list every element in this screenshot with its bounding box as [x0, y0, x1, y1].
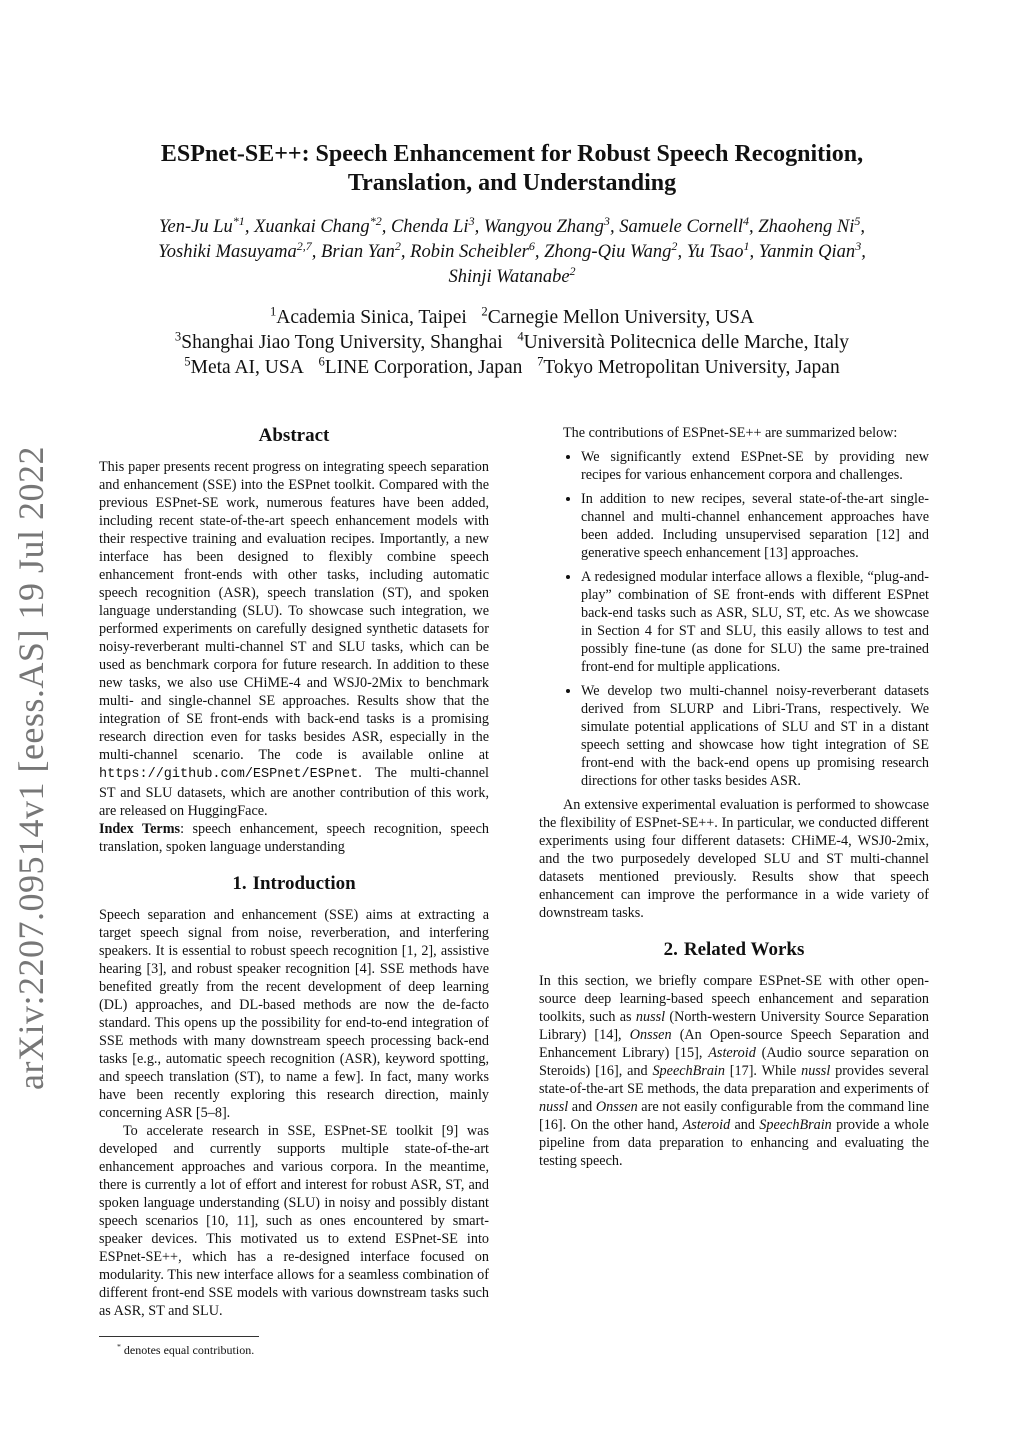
affiliation: $^3$Shanghai Jiao Tong University, Shanghai — [174, 329, 503, 353]
intro-paragraph-1: Speech separation and enhancement (SSE) aims at extracting a target speech signal from noise, reverberation, and interfering speakers. It is essential to robust speech recognition [1, 2], assistive hearing [3], and robust speaker recognition [4]. SSE methods have benefited greatly from the recent development of deep learning (DL) approaches, and DL-based methods are now the de-facto standard. This opens up the possibility for end-to-end integration of SSE methods with many downstream speech processing back-end tasks [e.g., automatic speech recognition (ASR), keyword spotting, and speech translation (ST), to name a few]. In fact, many works have been recently exploring this research direction, mainly concerning ASR [5–8]. — [99, 907, 489, 1121]
author: Chenda Li$^3$ — [390, 213, 475, 237]
abstract-body: This paper presents recent progress on integrating speech separation and enhancement (SSE) into the ESPnet toolkit. Compared with the previous ESPnet-SE work, numerous features have been added, including recent state-of-the-art speech enhancement models with their respective training and evaluation recipes. Importantly, a new interface has been designed to flexibly combine speech enhancement front-ends with other tasks, including automatic speech recognition (ASR), speech translation (ST), and spoken language understanding (SLU). To showcase such integration, we performed experiments on carefully designed synthetic datasets for noisy-reverberant multi-channel ST and SLU tasks, which can be used as benchmark corpora for future research. In addition to these new tasks, we also use CHiME-4 and WSJ0-2Mix to benchmark multi- and single-channel SE approaches. Results show that the integration of SE front-ends with back-end tasks is a promising research direction even for tasks besides ASR, especially in the multi-channel scenario. The code is available online at https://github.com/ESPnet/ESPnet. The multi-channel ST and SLU datasets, which are another contribution of this work, are released on HuggingFace. — [99, 459, 489, 819]
arxiv-stamp: arXiv:2207.09514v1 [eess.AS] 19 Jul 2022 — [11, 446, 51, 1090]
title-line-1: ESPnet-SE++: Speech Enhancement for Robust Speech Recognition, — [160, 141, 864, 167]
intro-paragraph-2: To accelerate research in SSE, ESPnet-SE toolkit [9] was developed and currently supports multiple state-of-the-art enhancement approaches and various corpora. In the meantime, there is currently a lot of effort and interest for robust ASR, ST, and spoken language understanding (SLU) in noisy and possibly distant speech scenarios [10, 11], such as ones encountered by smart-speaker devices. This motivated us to extend ESPnet-SE into ESPnet-SE++, which has a re-designed interface focused on modularity. This new interface allows for a seamless combination of different front-end SSE models with various downstream tasks such as ASR, ST and SLU. — [99, 1123, 489, 1319]
intro-paragraph-4: An extensive experimental evaluation is performed to showcase the flexibility of ESPnet-SE++. In particular, we conducted different experiments using four different datasets: CHiME-4, WSJ0-2mix, and the two purposedely developed SLU and ST multi-channel datasets mentioned previously. Results show that speech enhancement can improve the performance in a wide variety of downstream tasks. — [539, 797, 929, 921]
list-item: • We significantly extend ESPnet-SE by providing new recipes for various enhancement corpora and challenges. — [581, 448, 929, 484]
author: Zhaoheng Ni$^5$ — [758, 213, 861, 237]
code-url-link[interactable]: https://github.com/ESPnet/ESPnet — [99, 767, 359, 782]
index-terms: Index Terms: speech enhancement, speech recognition, speech translation, spoken language understanding — [99, 821, 489, 855]
affiliation: $^2$Carnegie Mellon University, USA — [481, 304, 755, 328]
contribution-list — [539, 448, 929, 790]
author: Brian Yan$^2$ — [321, 238, 401, 262]
affiliation-list — [100, 305, 924, 380]
list-item: • A redesigned modular interface allows a flexible, “plug-and-play” combination of SE front-ends with different ESPnet back-end tasks such as ASR, SLU, ST, etc. As we showcase in Section 4 for ST and SLU, this easily allows to test and possibly fine-tune (as done for SLU) the same pre-trained front-end for multiple applications. — [581, 568, 929, 676]
left-column — [99, 424, 489, 1358]
affiliation: $^6$LINE Corporation, Japan — [318, 354, 523, 378]
right-column — [539, 424, 929, 1170]
list-item: • In addition to new recipes, several state-of-the-art single-channel and multi-channel enhancement approaches have been added. Including unsupervised separation [12] and generative speech enhancement [13] approaches. — [581, 490, 929, 562]
author: Robin Scheibler$^6$ — [410, 238, 535, 262]
author: Yoshiki Masuyama$^{2,7}$ — [158, 238, 312, 262]
abstract-heading: Abstract — [258, 425, 330, 446]
author-list: Yen-Ju Lu$^{*1}$, Xuankai Chang$^{*2}$, Chenda Li$^3$, Wangyou Zhang$^3$, Samuele Cornell$^4$, Zhaoheng Ni$^5$, Yoshiki Masuyama$^{2,7}$, Brian Yan$^2$, Robin Scheibler$^6$, Zhong-Qiu Wang$^2$, Yu Tsao$^1$, Yanmin Qian$^3$, Shinji Watanabe$^2$ — [158, 213, 866, 287]
paper-title — [120, 140, 904, 198]
author: Yu Tsao$^1$ — [686, 238, 750, 262]
affiliation: $^7$Tokyo Metropolitan University, Japan — [537, 354, 840, 378]
author: Samuele Cornell$^4$ — [619, 213, 750, 237]
affiliation: $^1$Academia Sinica, Taipei — [269, 304, 467, 328]
affiliation: $^5$Meta AI, USA — [184, 354, 304, 378]
list-item: • We develop two multi-channel noisy-reverberant datasets derived from SLURP and Libri-Trans, respectively. We simulate potential applications of SLU and ST in a distant speech setting and showcase how tight integration of SE front-end with the back-end opens up promising research directions for other tasks besides ASR. — [581, 682, 929, 790]
author: Yanmin Qian$^3$ — [758, 238, 862, 262]
footnote-rule — [99, 1336, 259, 1337]
affiliation: $^4$Università Politecnica delle Marche, Italy — [517, 329, 850, 353]
footnote: * denotes equal contribution. — [117, 1342, 255, 1357]
author: Wangyou Zhang$^3$ — [483, 213, 610, 237]
author: Zhong-Qiu Wang$^2$ — [544, 238, 678, 262]
contrib-intro: The contributions of ESPnet-SE++ are summarized below: — [563, 425, 898, 441]
index-terms-label: Index Terms — [99, 821, 181, 837]
related-works-paragraph: In this section, we briefly compare ESPnet-SE with other open-source deep learning-based speech enhancement and separation toolkits, such as nussl (North-western University Source Separation Library) [14], Onssen (An Open-source Speech Separation and Enhancement Library) [15], Asteroid (Audio source separation on Steroids) [16], and SpeechBrain [17]. While nussl provides several state-of-the-art SE methods, the data preparation and experiments of nussl and Onssen are not easily configurable from the command line [16]. On the other hand, Asteroid and SpeechBrain provide a whole pipeline from data preparation to enhancing and evaluating the testing speech. — [539, 973, 929, 1169]
title-line-2: Translation, and Understanding — [347, 170, 677, 196]
related-works-heading: 2. Related Works — [663, 939, 805, 960]
author: Xuankai Chang$^{*2}$ — [254, 213, 382, 237]
intro-heading: 1. Introduction — [232, 873, 356, 894]
author: Yen-Ju Lu$^{*1}$ — [158, 213, 245, 237]
author: Shinji Watanabe$^2$ — [448, 263, 576, 287]
